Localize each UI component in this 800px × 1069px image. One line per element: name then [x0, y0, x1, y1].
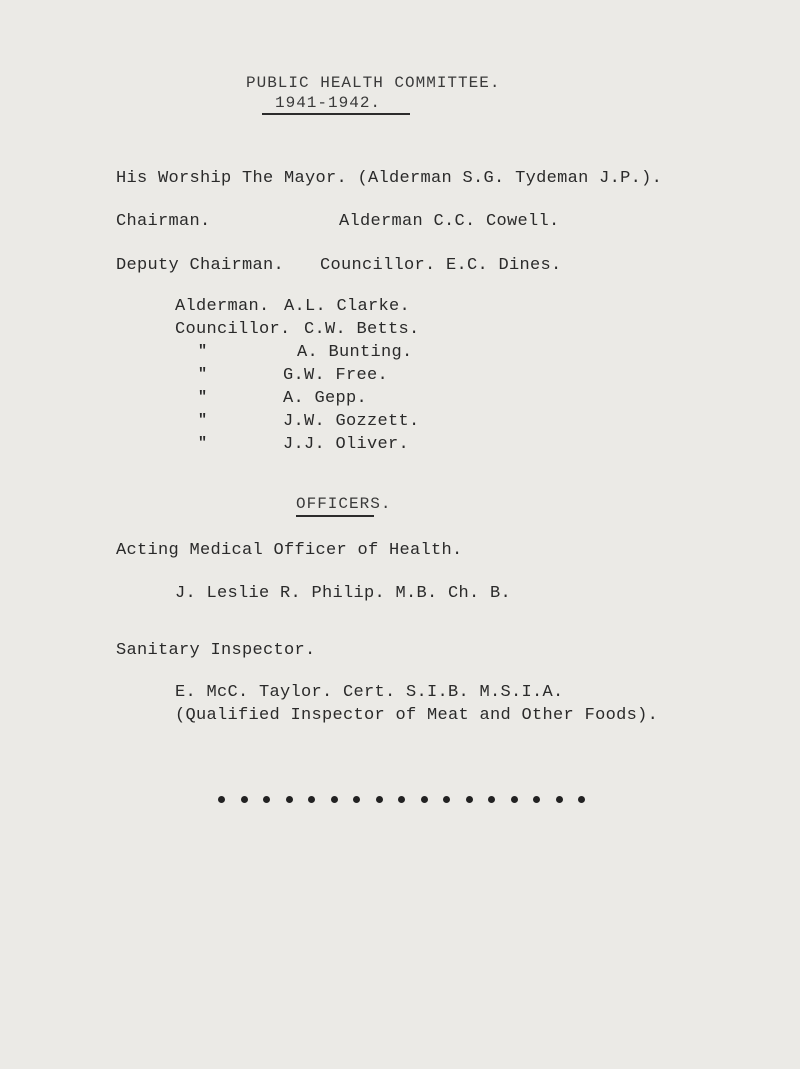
sanitary-inspector-title: Sanitary Inspector.	[116, 641, 316, 660]
member-name: C.W. Betts.	[304, 320, 420, 339]
officers-heading: OFFICERS.	[296, 495, 392, 513]
member-ditto: "	[198, 412, 208, 429]
member-ditto: "	[198, 366, 208, 383]
divider-dot	[286, 796, 293, 803]
divider-dot	[308, 796, 315, 803]
sanitary-inspector-name: E. McC. Taylor. Cert. S.I.B. M.S.I.A.	[175, 683, 564, 702]
committee-years: 1941-1942.	[275, 94, 382, 112]
divider-dot	[398, 796, 405, 803]
medical-officer-title: Acting Medical Officer of Health.	[116, 541, 463, 560]
title-underline	[262, 113, 410, 115]
medical-officer-name: J. Leslie R. Philip. M.B. Ch. B.	[175, 584, 512, 603]
committee-title: PUBLIC HEALTH COMMITTEE.	[246, 74, 501, 92]
divider-dot	[466, 796, 473, 803]
divider-dot	[488, 796, 495, 803]
member-name: J.W. Gozzett.	[283, 412, 420, 431]
divider-dot	[263, 796, 270, 803]
officers-underline	[296, 515, 374, 517]
divider-dot	[353, 796, 360, 803]
member-name: J.J. Oliver.	[283, 435, 410, 454]
divider-dot	[241, 796, 248, 803]
member-name: A.L. Clarke.	[284, 297, 411, 316]
divider-dot	[533, 796, 540, 803]
chairman-role: Chairman.	[116, 212, 211, 231]
member-name: A. Gepp.	[283, 389, 368, 408]
divider-dot	[511, 796, 518, 803]
divider-dot	[331, 796, 338, 803]
divider-dot	[443, 796, 450, 803]
deputy-chairman-role: Deputy Chairman.	[116, 256, 285, 275]
member-name: G.W. Free.	[283, 366, 389, 385]
member-ditto: "	[198, 435, 208, 452]
dotted-divider	[218, 796, 585, 803]
member-prefix: Alderman.	[175, 297, 270, 316]
divider-dot	[578, 796, 585, 803]
divider-dot	[556, 796, 563, 803]
mayor-line: His Worship The Mayor. (Alderman S.G. Tydeman J.P.).	[116, 169, 663, 188]
member-prefix: Councillor.	[175, 320, 291, 339]
deputy-chairman-name: Councillor. E.C. Dines.	[320, 256, 562, 275]
sanitary-inspector-qualification: (Qualified Inspector of Meat and Other Foods).	[175, 706, 659, 725]
member-ditto: "	[198, 389, 208, 406]
member-ditto: "	[198, 343, 208, 360]
member-name: A. Bunting.	[297, 343, 413, 362]
divider-dot	[421, 796, 428, 803]
chairman-name: Alderman C.C. Cowell.	[339, 212, 560, 231]
divider-dot	[218, 796, 225, 803]
divider-dot	[376, 796, 383, 803]
